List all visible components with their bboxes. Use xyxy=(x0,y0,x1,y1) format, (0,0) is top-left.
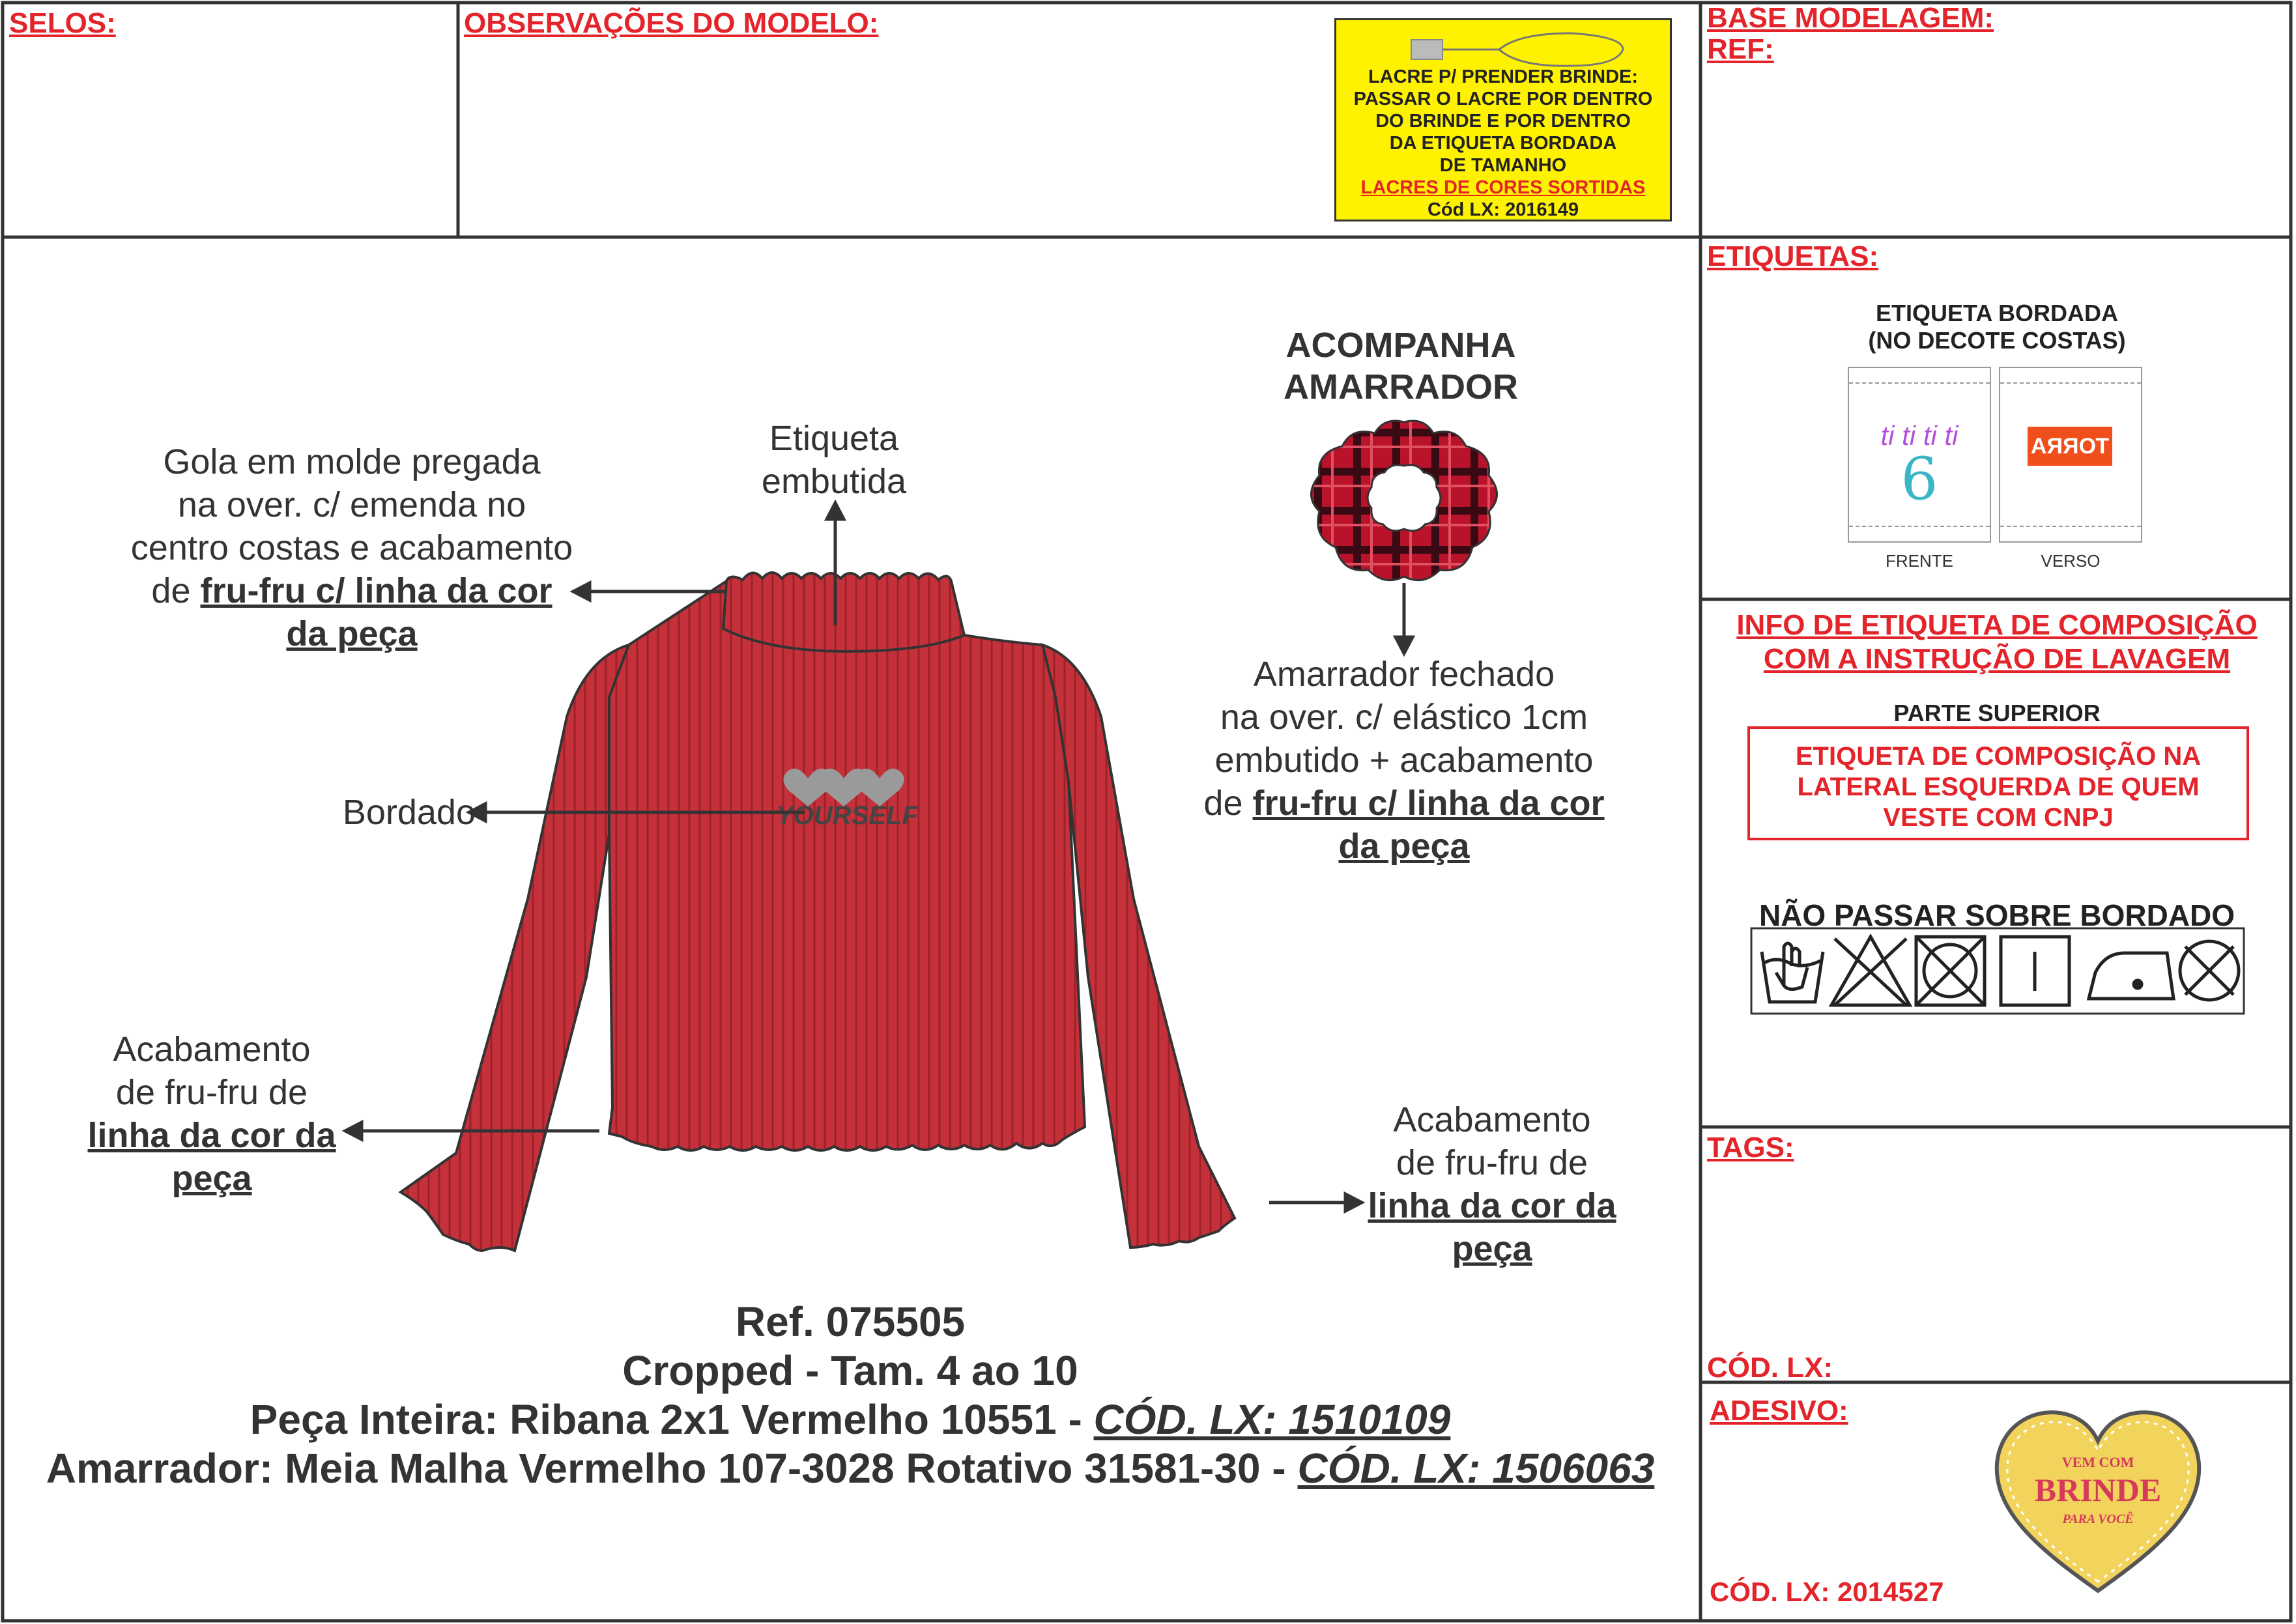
gola-line-4a: de xyxy=(151,571,201,610)
adesivo-cod-lx: CÓD. LX: 2014527 xyxy=(1710,1576,1944,1607)
etiqueta-bordada-line-2: (NO DECOTE COSTAS) xyxy=(1868,327,2126,354)
cod-lx-header: CÓD. LX: xyxy=(1707,1352,1833,1384)
amarr-line-3: embutido + acabamento xyxy=(1214,741,1594,780)
acab-left-line-2: de fru-fru de xyxy=(115,1073,308,1112)
acompanha-line-1: ACOMPANHA xyxy=(1285,326,1516,365)
lacre-line-6: LACRES DE CORES SORTIDAS xyxy=(1360,177,1646,198)
acabamento-right-annotation xyxy=(1329,1098,1655,1270)
scrunchie-drawing xyxy=(1300,417,1508,586)
nao-passar-heading: NÃO PASSAR SOBRE BORDADO xyxy=(1758,898,2235,932)
amarr-line-4b: fru-fru c/ linha da cor xyxy=(1252,784,1605,823)
etiqueta-annotation xyxy=(717,417,951,503)
acab-left-line-3: linha da cor da xyxy=(87,1116,336,1155)
product-ref: Ref. 075505 xyxy=(735,1298,966,1345)
label-brand-text: ti ti ti ti xyxy=(1880,420,1959,451)
acab-right-line-1: Acabamento xyxy=(1393,1100,1591,1139)
amarr-line-4a: de xyxy=(1203,784,1253,823)
lacre-line-1: LACRE P/ PRENDER BRINDE: xyxy=(1368,66,1639,87)
lacre-line-3: DO BRINDE E POR DENTRO xyxy=(1375,111,1631,132)
label-front-caption: FRENTE xyxy=(1886,551,1953,571)
acompanha-line-2: AMARRADOR xyxy=(1284,367,1518,406)
product-amarrador-code: CÓD. LX: 1506063 xyxy=(1297,1445,1655,1492)
ref-header: REF: xyxy=(1707,33,1774,65)
brinde-heart-sticker xyxy=(1990,1402,2205,1597)
etiquetas-header: ETIQUETAS: xyxy=(1707,240,1879,272)
no-dry-clean-icon xyxy=(2180,941,2239,1000)
gola-line-5: da peça xyxy=(286,614,418,653)
etiqueta-line-2: embutida xyxy=(761,462,907,501)
gola-line-4b: fru-fru c/ linha da cor xyxy=(200,571,552,610)
hand-wash-icon xyxy=(1762,943,1823,1002)
acab-left-line-1: Acabamento xyxy=(113,1030,311,1069)
sticker-line-3: PARA VOCÊ xyxy=(2062,1512,2134,1526)
label-size-text: 6 xyxy=(1901,445,1938,513)
amarrador-annotation xyxy=(1160,653,1648,868)
acab-left-line-4: peça xyxy=(171,1159,252,1198)
tags-header: TAGS: xyxy=(1707,1132,1794,1163)
care-symbols xyxy=(1750,927,2245,1015)
acabamento-left-annotation xyxy=(52,1028,371,1200)
gola-line-1: Gola em molde pregada xyxy=(163,442,541,481)
info-composicao-header-1: INFO DE ETIQUETA DE COMPOSIÇÃO xyxy=(1736,609,2258,641)
composition-box xyxy=(1747,726,2249,840)
selos-header: SELOS: xyxy=(9,7,116,39)
adesivo-header: ADESIVO: xyxy=(1710,1395,1848,1427)
no-tumble-dry-icon xyxy=(1916,937,1985,1005)
no-bleach-icon xyxy=(1831,937,1910,1005)
label-back-brand: TORRA xyxy=(2028,427,2112,466)
lacre-line-4: DA ETIQUETA BORDADA xyxy=(1389,133,1617,154)
etiqueta-bordada-title xyxy=(1707,300,2287,354)
product-fabric: Peça Inteira: Ribana 2x1 Vermelho 10551 - xyxy=(250,1396,1094,1443)
sticker-line-1: VEM COM xyxy=(2061,1454,2134,1470)
lacre-line-5: DE TAMANHO xyxy=(1439,155,1567,176)
gola-line-2: na over. c/ emenda no xyxy=(177,485,526,524)
acab-right-line-2: de fru-fru de xyxy=(1396,1143,1588,1182)
product-name: Cropped - Tam. 4 ao 10 xyxy=(622,1347,1078,1394)
acompanha-heading xyxy=(1212,324,1590,408)
product-info xyxy=(0,1298,1700,1493)
etiqueta-line-1: Etiqueta xyxy=(769,419,899,458)
product-fabric-code: CÓD. LX: 1510109 xyxy=(1093,1396,1451,1443)
gola-line-3: centro costas e acabamento xyxy=(130,528,573,567)
info-composicao-header-2: COM A INSTRUÇÃO DE LAVAGEM xyxy=(1763,643,2231,675)
iron-low-icon xyxy=(2089,953,2174,999)
gola-annotation xyxy=(91,440,612,655)
composition-box-line-1: ETIQUETA DE COMPOSIÇÃO NA xyxy=(1795,742,2202,771)
label-front xyxy=(1848,367,1991,543)
label-back xyxy=(1999,367,2142,543)
sticker-line-2: BRINDE xyxy=(2034,1472,2162,1508)
line-dry-icon xyxy=(2001,937,2069,1005)
composition-box-line-2: LATERAL ESQUERDA DE QUEM xyxy=(1797,773,2200,801)
amarr-line-1: Amarrador fechado xyxy=(1253,655,1555,694)
observacoes-header: OBSERVAÇÕES DO MODELO: xyxy=(464,7,879,39)
embroidery-text: YOURSELF xyxy=(776,801,918,830)
etiqueta-bordada-line-1: ETIQUETA BORDADA xyxy=(1876,300,2118,326)
product-amarrador: Amarrador: Meia Malha Vermelho 107-3028 Rotativo 31581-30 - xyxy=(46,1445,1298,1492)
label-back-caption: VERSO xyxy=(2041,551,2101,571)
lacre-line-2: PASSAR O LACRE POR DENTRO xyxy=(1353,89,1653,109)
bordado-annotation: Bordado xyxy=(342,793,476,832)
base-modelagem-header: BASE MODELAGEM: xyxy=(1707,2,1994,34)
amarr-line-5: da peça xyxy=(1338,827,1470,866)
composition-box-line-3: VESTE COM CNPJ xyxy=(1883,803,2114,832)
lacre-line-7: Cód LX: 2016149 xyxy=(1427,199,1579,220)
acab-right-line-3: linha da cor da xyxy=(1368,1186,1616,1225)
acab-right-line-4: peça xyxy=(1452,1229,1532,1268)
amarr-line-2: na over. c/ elástico 1cm xyxy=(1220,698,1588,737)
parte-superior: PARTE SUPERIOR xyxy=(1893,700,2101,726)
